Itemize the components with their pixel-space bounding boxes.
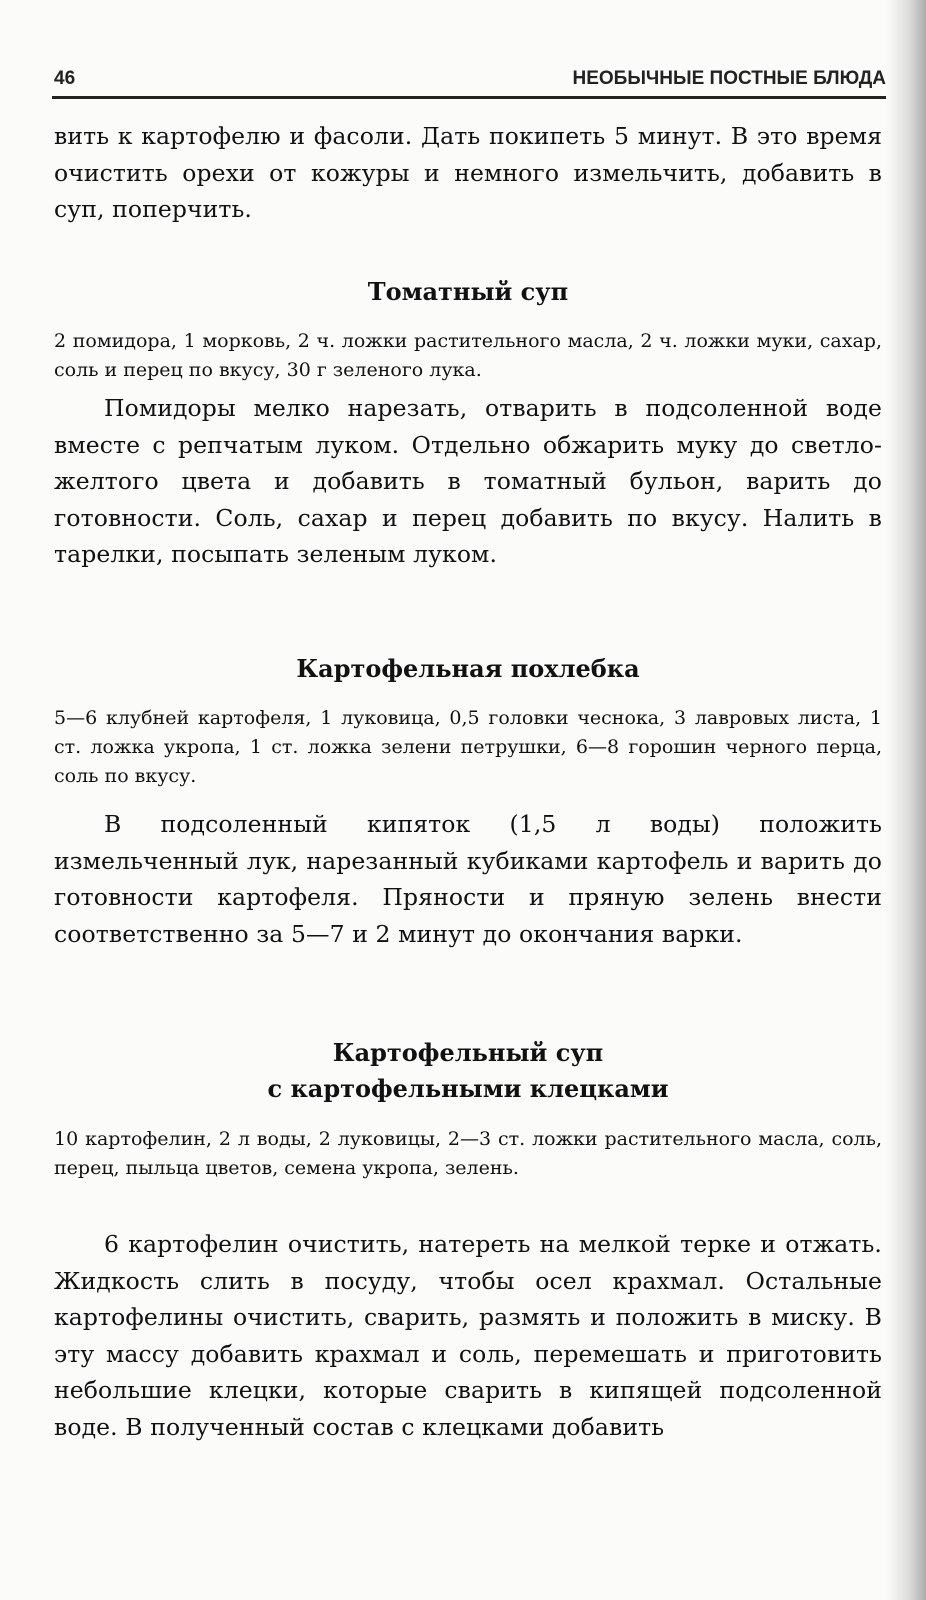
recipe-instructions-potato-pokhlebka: В подсоленный кипяток (1,5 л воды) положить измельченный лук, нарезанный кубиками картофель и варить до готовности картофеля. Пряности и пряную зелень внести соответственно за 5—7 и 2 минут до окончания варки.	[54, 810, 882, 948]
recipe-ingredients-tomato-soup: 2 помидора, 1 морковь, 2 ч. ложки растительного масла, 2 ч. ложки муки, сахар, соль и перец по вкусу, 30 г зеленого лука.	[54, 330, 882, 381]
recipe-title-potato-soup-line1: Картофельный суп	[332, 1038, 604, 1067]
running-header	[54, 58, 886, 90]
page-number: 46	[54, 68, 76, 89]
recipe-instructions-potato-soup: 6 картофелин очистить, натереть на мелкой терке и отжать. Жидкость слить в посуду, чтобы осел крахмал. Остальные картофелины очистить, сварить, размять и положить в миску. В эту массу добавить крахмал и соль, перемешать и приготовить небольшие клецки, которые сварить в кипящей подсоленной воде. В полученный состав с клецками добавить	[54, 1230, 882, 1441]
recipe-instructions-tomato-soup: Помидоры мелко нарезать, отварить в подсоленной воде вместе с репчатым луком. Отдельно обжарить муку до светло-желтого цвета и добавить в томатный бульон, варить до готовности. Соль, сахар и перец добавить по вкусу. Налить в тарелки, посыпать зеленым луком.	[54, 394, 882, 568]
recipe-title-potato-soup-line2: с картофельными клецками	[267, 1074, 669, 1103]
recipe-ingredients-potato-soup: 10 картофелин, 2 л воды, 2 луковицы, 2—3 ст. ложки растительного масла, соль, перец, пыльца цветов, семена укропа, зелень.	[54, 1128, 882, 1179]
running-title: НЕОБЫЧНЫЕ ПОСТНЫЕ БЛЮДА	[572, 68, 886, 89]
header-rule	[52, 96, 886, 99]
recipe-title-potato-pokhlebka: Картофельная похлебка	[296, 654, 640, 683]
recipe-ingredients-potato-pokhlebka: 5—6 клубней картофеля, 1 луковица, 0,5 головки чеснока, 3 лавровых листа, 1 ст. ложка укропа, 1 ст. ложка зелени петрушки, 6—8 горошин черного перца, соль по вкусу.	[54, 707, 882, 787]
recipe-title-tomato-soup: Томатный суп	[367, 277, 569, 306]
page-spine-shadow	[886, 0, 926, 1600]
intro-paragraph: вить к картофелю и фасоли. Дать покипеть 5 минут. В это время очистить орехи от кожуры и немного измельчить, добавить в суп, поперчить.	[54, 122, 882, 223]
